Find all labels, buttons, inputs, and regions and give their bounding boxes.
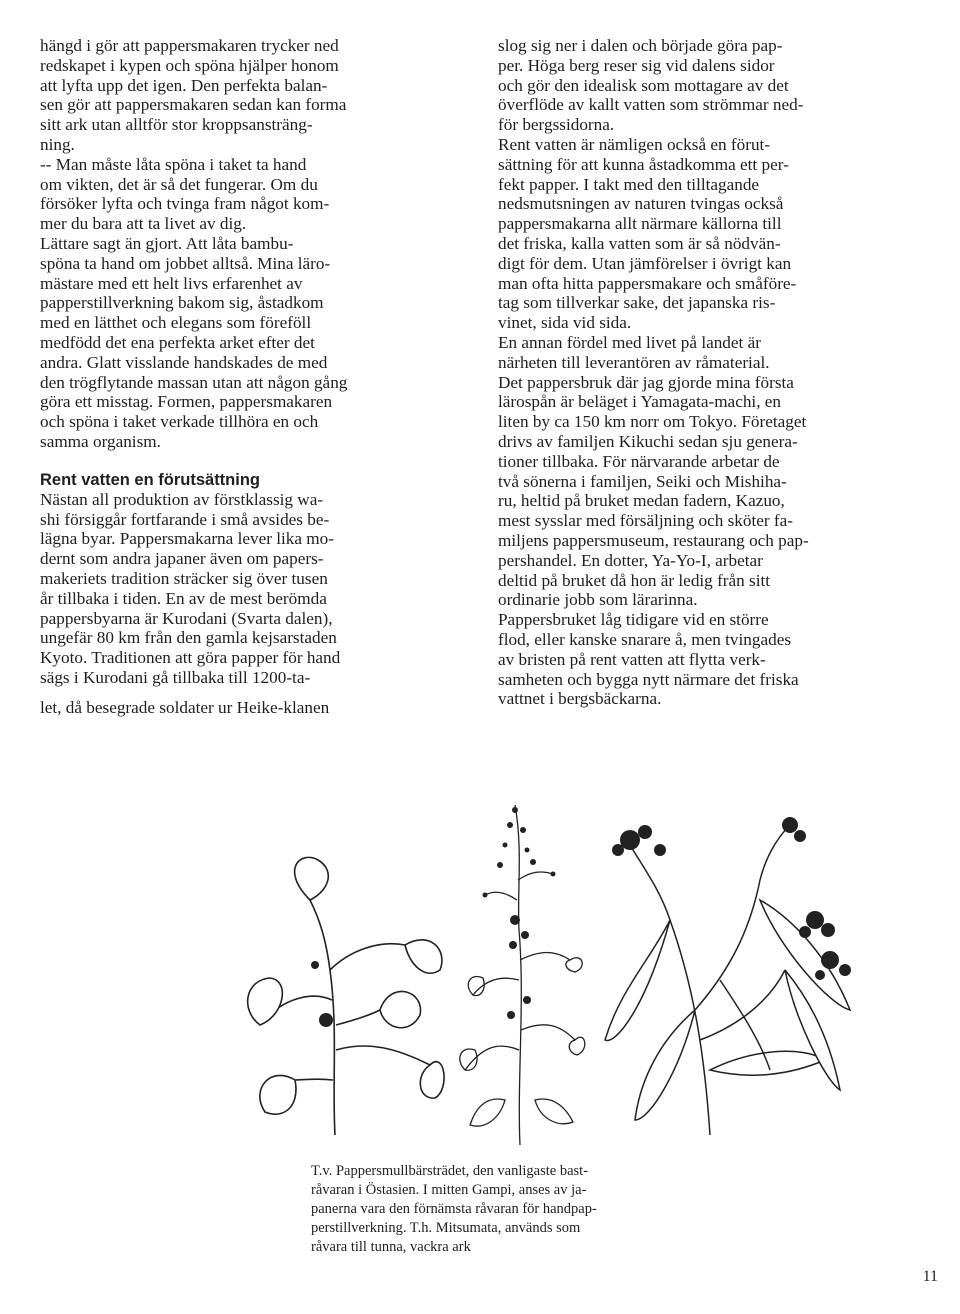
text-line: flod, eller kanske snarare å, men tvingades bbox=[498, 629, 792, 649]
text-line: fekt papper. I takt med den tilltagande bbox=[498, 174, 760, 194]
text-line: En annan fördel med livet på landet är bbox=[498, 332, 761, 352]
right-para-4 bbox=[498, 610, 918, 709]
text-line: perstillverkning. T.h. Mitsumata, används som bbox=[311, 1220, 581, 1236]
text-line: råvaran i Östasien. I mitten Gampi, anses av ja- bbox=[311, 1182, 587, 1198]
left-para-1 bbox=[40, 36, 468, 155]
text-line: per. Höga berg reser sig vid dalens sidor bbox=[498, 55, 775, 75]
text-line: försöker lyfta och tvinga fram något kom- bbox=[40, 194, 330, 214]
text-line: mer du bara att ta livet av dig. bbox=[40, 214, 247, 234]
text-line: mästare med ett helt livs erfarenhet av bbox=[40, 273, 303, 293]
text-line: och spöna i taket verkade tillhöra en och bbox=[40, 412, 319, 432]
text-line: att lyfta upp det igen. Den perfekta balan- bbox=[40, 75, 328, 95]
text-line: andra. Glatt visslande handskades de med bbox=[40, 352, 328, 372]
right-para-3 bbox=[498, 333, 918, 610]
text-line: samma organism. bbox=[40, 431, 161, 451]
text-line: medfödd det ena perfekta arket efter det bbox=[40, 332, 315, 352]
text-line: av bristen på rent vatten att flytta verk- bbox=[498, 649, 766, 669]
plant-illustrations bbox=[210, 800, 900, 1160]
text-line: -- Man måste låta spöna i taket ta hand bbox=[40, 154, 307, 174]
text-line: drivs av familjen Kikuchi sedan sju genera- bbox=[498, 431, 798, 451]
text-line: lärospån är beläget i Yamagata-machi, en bbox=[498, 392, 782, 412]
text-line: miljens pappersmuseum, restaurang och pap- bbox=[498, 530, 809, 550]
text-line: digt för dem. Utan jämförelser i övrigt kan bbox=[498, 253, 792, 273]
text-line: göra ett misstag. Formen, pappersmakaren bbox=[40, 392, 333, 412]
text-line: ru, heltid på bruket medan fadern, Kazuo, bbox=[498, 491, 785, 511]
right-column bbox=[498, 36, 918, 709]
text-line: den trögflytande massan utan att någon gång bbox=[40, 372, 348, 392]
right-para-2 bbox=[498, 135, 918, 333]
text-line: shi försiggår fortfarande i små avsides be- bbox=[40, 509, 330, 529]
section-subheading: Rent vatten en förutsättning bbox=[40, 470, 261, 489]
text-line: sägs i Kurodani gå tillbaka till 1200-ta- bbox=[40, 667, 311, 687]
text-line: och gör den idealisk som mottagare av det bbox=[498, 75, 789, 95]
text-line: råvara till tunna, vackra ark bbox=[311, 1239, 471, 1255]
text-line: pappersmakarna allt närmare källorna till bbox=[498, 214, 782, 234]
mitsumata-illustration bbox=[600, 810, 900, 1140]
left-para-2 bbox=[40, 155, 468, 234]
right-para-1 bbox=[498, 36, 918, 135]
left-column bbox=[40, 36, 468, 718]
text-line: ning. bbox=[40, 134, 75, 154]
text-line: deltid på bruket då hon är ledig från sitt bbox=[498, 570, 771, 590]
text-line: tag som tillverkar sake, det japanska ris- bbox=[498, 293, 776, 313]
text-line: Lättare sagt än gjort. Att låta bambu- bbox=[40, 233, 294, 253]
text-line: slog sig ner i dalen och började göra pap- bbox=[498, 36, 783, 55]
text-line: närheten till leverantören av råmaterial. bbox=[498, 352, 770, 372]
text-line: redskapet i kypen och spöna hjälper honom bbox=[40, 55, 339, 75]
text-line: sitt ark utan alltför stor kroppsansträng- bbox=[40, 115, 313, 135]
figure-caption bbox=[311, 1162, 721, 1257]
gampi-illustration bbox=[445, 800, 595, 1150]
text-line: ordinarie jobb som lärarinna. bbox=[498, 590, 698, 610]
text-line: vattnet i bergsbäckarna. bbox=[498, 689, 662, 709]
text-line: man ofta hitta pappersmakare och småföre- bbox=[498, 273, 797, 293]
paper-mulberry-illustration bbox=[240, 850, 450, 1140]
text-line: med en lätthet och elegans som föreföll bbox=[40, 313, 312, 333]
text-line: makeriets tradition sträcker sig över tusen bbox=[40, 568, 328, 588]
text-line: år tillbaka i tiden. En av de mest berömda bbox=[40, 588, 327, 608]
text-line: pershandel. En dotter, Ya-Yo-I, arbetar bbox=[498, 550, 763, 570]
text-line: vinet, sida vid sida. bbox=[498, 313, 632, 333]
text-line: spöna ta hand om jobbet alltså. Mina läro- bbox=[40, 253, 331, 273]
text-line: Nästan all produktion av förstklassig wa- bbox=[40, 489, 324, 509]
text-line: Rent vatten är nämligen också en förut- bbox=[498, 134, 771, 154]
text-line: dernt som andra japaner även om papers- bbox=[40, 549, 324, 569]
text-line: nedsmutsningen av naturen tvingas också bbox=[498, 194, 784, 214]
text-line: pappersbyarna är Kurodani (Svarta dalen), bbox=[40, 608, 333, 628]
text-line: papperstillverkning bakom sig, åstadkom bbox=[40, 293, 324, 313]
text-line: ungefär 80 km från den gamla kejsarstaden bbox=[40, 628, 337, 648]
text-line: samheten och bygga nytt närmare det friska bbox=[498, 669, 799, 689]
text-line: liten by ca 150 km norr om Tokyo. Företaget bbox=[498, 412, 807, 432]
text-line: T.v. Pappersmullbärsträdet, den vanligaste bast- bbox=[311, 1163, 589, 1179]
text-line: för bergssidorna. bbox=[498, 115, 615, 135]
text-line: Pappersbruket låg tidigare vid en större bbox=[498, 610, 769, 630]
text-line: mest sysslar med försäljning och sköter fa- bbox=[498, 511, 793, 531]
left-para-3 bbox=[40, 234, 468, 452]
text-line: två sönerna i familjen, Seiki och Mishiha- bbox=[498, 471, 787, 491]
text-line: panerna vara den förnämsta råvaran för handpap- bbox=[311, 1201, 597, 1217]
text-line: lägna byar. Pappersmakarna lever lika mo- bbox=[40, 529, 334, 549]
text-line: tioner tillbaka. För närvarande arbetar de bbox=[498, 451, 780, 471]
left-para-4-last-line: let, då besegrade soldater ur Heike-klanen bbox=[40, 697, 330, 717]
text-line: Kyoto. Traditionen att göra papper för hand bbox=[40, 648, 341, 668]
text-line: om vikten, det är så det fungerar. Om du bbox=[40, 174, 318, 194]
left-para-4 bbox=[40, 490, 468, 688]
text-line: sättning för att kunna åstadkomma ett per- bbox=[498, 154, 789, 174]
text-line: hängd i gör att pappersmakaren trycker ned bbox=[40, 36, 339, 55]
page-number: 11 bbox=[922, 1268, 938, 1285]
text-line: sen gör att pappersmakaren sedan kan forma bbox=[40, 95, 347, 115]
text-line: överflöde av kallt vatten som strömmar ned- bbox=[498, 95, 804, 115]
text-line: det friska, kalla vatten som är så nödvän- bbox=[498, 233, 781, 253]
text-line: Det pappersbruk där jag gjorde mina första bbox=[498, 372, 794, 392]
